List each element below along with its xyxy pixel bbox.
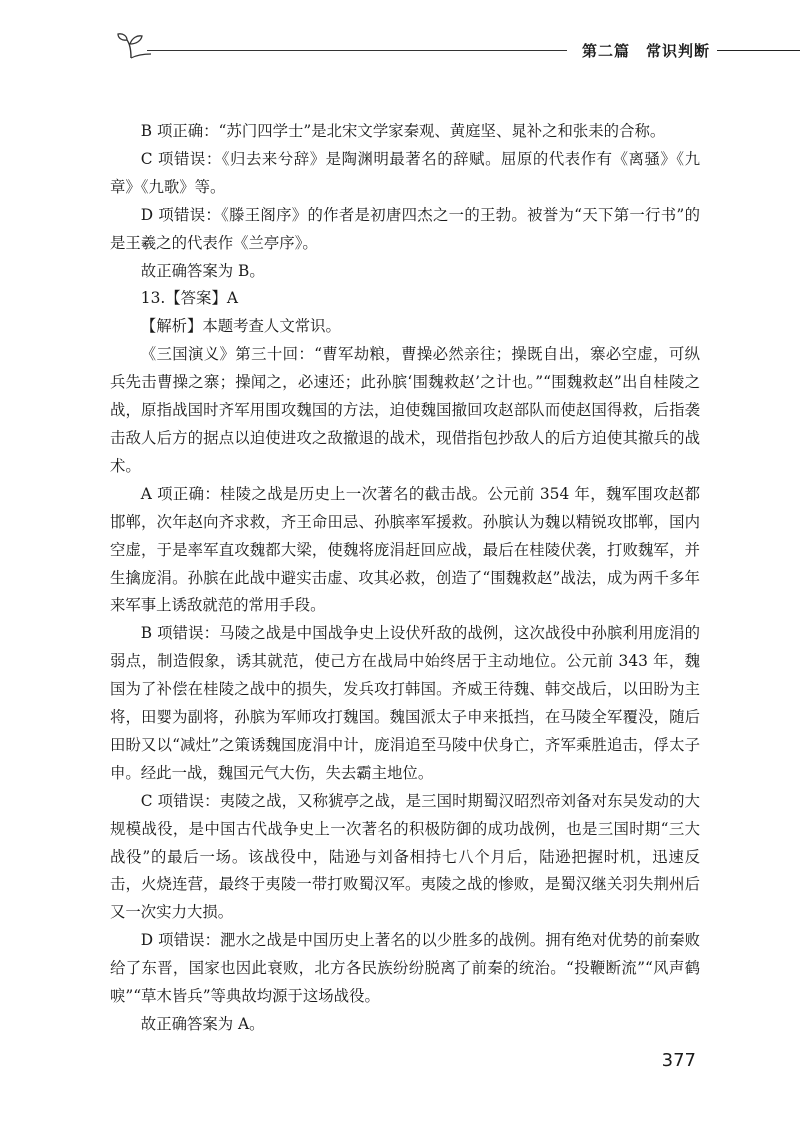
header-rule-right [717,50,800,51]
paragraph-b-correct: B 项正确：“苏门四学士”是北宋文学家秦观、黄庭坚、晁补之和张耒的合称。 [140,122,666,140]
paragraph-q13-answer: 13.【答案】A [140,289,238,308]
paragraph-answer-a: 故正确答案为 A。 [140,1015,265,1033]
section-title: 第二篇 常识判断 [567,40,725,61]
paragraph-sanguo: 《三国演义》第三十回：“曹军劫粮，曹操必然亲往；操既自出，寨必空虚，可纵兵先击曹操之寨；操闻之，必速还；此孙膑‘围魏救赵’之计也。”“围魏救赵”出自桂陵之战，原指战国时齐军用围攻魏国的方法，迫使魏国撤回攻赵部队而使赵国得救，后指袭击敌人后方的据点以迫使进攻之敌撤退的战术，现借指包抄敌人的后方迫使其撤兵的战术。 [110,345,700,475]
paragraph-c-wrong-yiling: C 项错误：夷陵之战，又称猇亭之战，是三国时期蜀汉昭烈帝刘备对东吴发动的大规模战役，是中国古代战争史上一次著名的积极防御的成功战例，也是三国时期“三大战役”的最后一场。该战役中，陆逊与刘备相持七八个月后，陆逊把握时机，迅速反击，火烧连营，最终于夷陵一带打败蜀汉军。夷陵之战的惨败，是蜀汉继关羽失荆州后又一次实力大损。 [110,791,700,922]
sprout-icon [115,30,151,60]
paragraph-a-correct: A 项正确：桂陵之战是历史上一次著名的截击战。公元前 354 年，魏军围攻赵都邯郸，次年赵向齐求救，齐王命田忌、孙膑率军援救。孙膑认为魏以精锐攻邯郸，国内空虚，于是率军直攻魏都大梁，使魏将庞涓赶回应战，最后在桂陵伏袭，打败魏军，并生擒庞涓。孙膑在此战中避实击虚、攻其必救，创造了“围魏救赵”战法，成为两千多年来军事上诱敌就范的常用手段。 [110,484,700,615]
paragraph-q13-analysis: 【解析】本题考查人文常识。 [140,317,341,336]
paragraph-d-wrong-feishui: D 项错误：淝水之战是中国历史上著名的以少胜多的战例。拥有绝对优势的前秦败给了东晋，国家也因此衰败，北方各民族纷纷脱离了前秦的统治。“投鞭断流”“风声鹤唳”“草木皆兵”等典故均源于这场战役。 [110,931,700,1006]
paragraph-b-wrong: B 项错误：马陵之战是中国战争史上设伏歼敌的战例，这次战役中孙膑利用庞涓的弱点，制造假象，诱其就范，使己方在战局中始终居于主动地位。公元前 343 年，魏国为了补偿在桂陵之战中的损失，发兵攻打韩国。齐威王待魏、韩交战后，以田盼为主将，田婴为副将，孙膑为军师攻打魏国。魏国派太子申来抵挡，在马陵全军覆没，随后田盼又以“减灶”之策诱魏国庞涓中计，庞涓追至马陵中伏身亡，齐军乘胜追击，俘太子申。经此一战，魏国元气大伤，失去霸主地位。 [110,624,700,782]
paragraph-d-wrong: D 项错误：《滕王阁序》的作者是初唐四杰之一的王勃。被誉为“天下第一行书”的是王羲之的代表作《兰亭序》。 [110,205,700,252]
page-number: 377 [661,1050,696,1071]
paragraph-answer-b: 故正确答案为 B。 [140,261,265,280]
paragraph-c-wrong: C 项错误：《归去来兮辞》是陶渊明最著名的辞赋。屈原的代表作有《离骚》《九章》《九歌》等。 [110,149,700,196]
page-header [105,30,800,70]
page-body [110,118,700,1039]
